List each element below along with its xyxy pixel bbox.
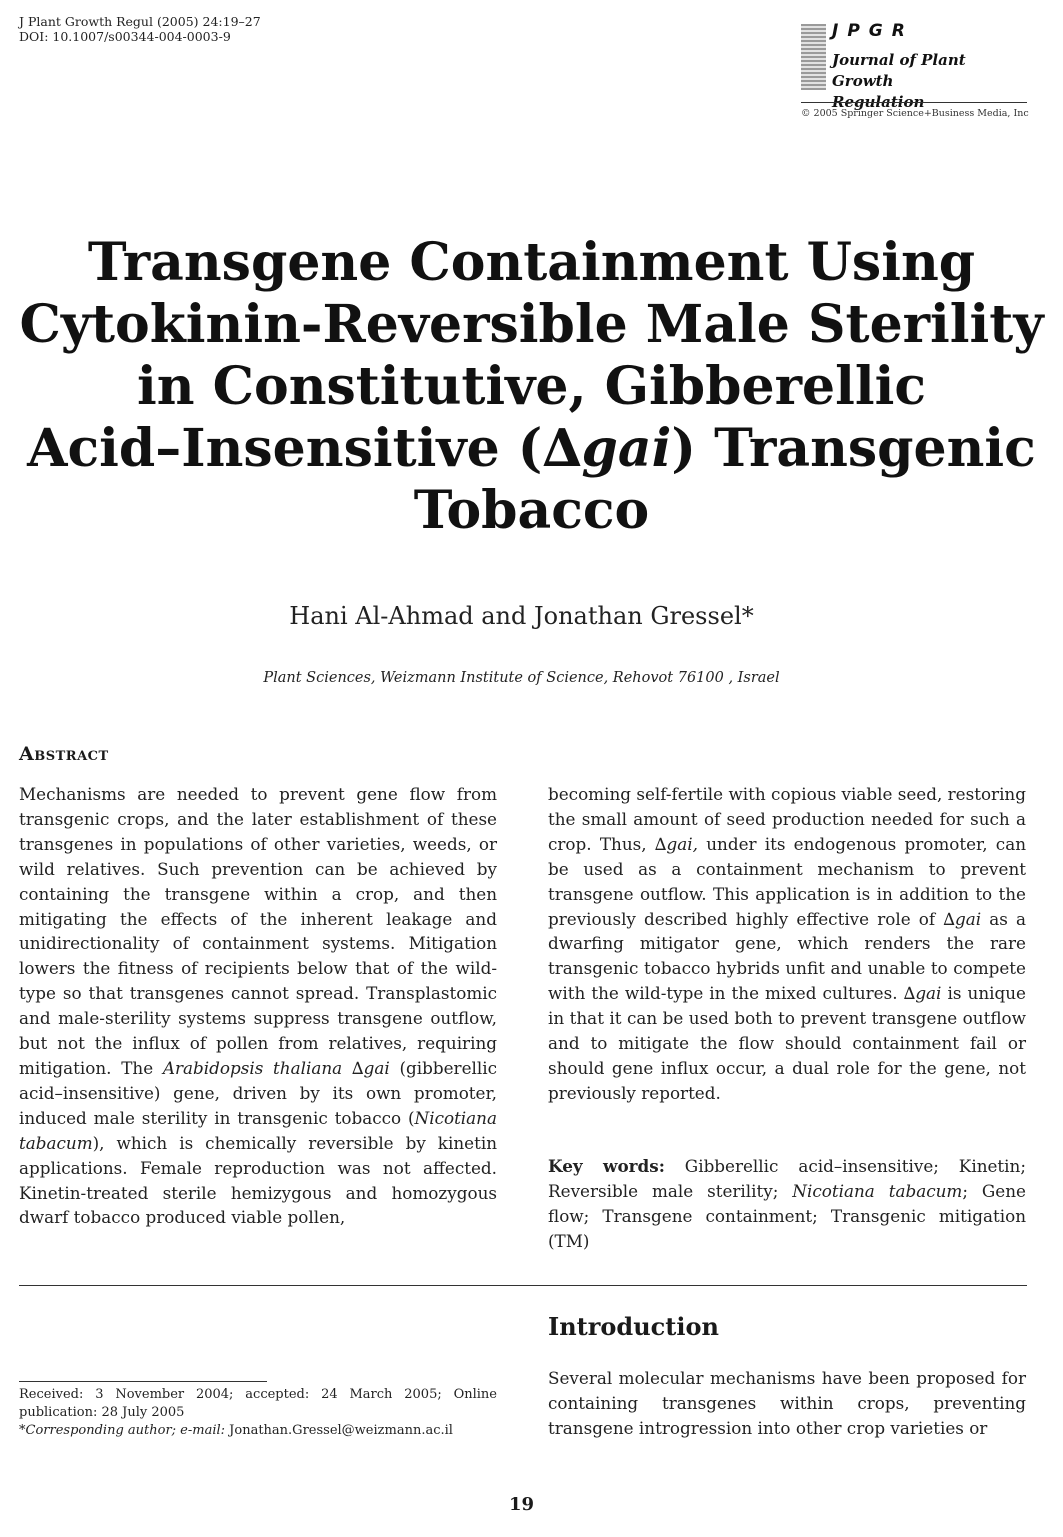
abstract-right-column: becoming self-fertile with copious viable seed, restoring the small amount of seed production needed for such a crop. Thus, ∆gai, under its endogenous promoter, can be used as a containment mechanism to prevent transgene outflow. This application is in addition to the previously described highly effective role of ∆gai as a dwarfing mitigator gene, which renders the rare transgenic tobacco hybrids unfit and unable to compete with the wild-type in the mixed cultures. ∆gai is unique in that it can be used both to prevent transgene outflow and to mitigate the flow should containment fail or should gene influx occur, a dual role for the gene, not previously reported. xyxy=(548,784,1027,1103)
masthead-divider xyxy=(801,102,1027,103)
footnote-divider xyxy=(19,1381,267,1382)
journal-logo-icon xyxy=(801,24,826,90)
introduction-body: Several molecular mechanisms have been proposed for containing transgenes within crops, preventing transgene introgression into other crop varieties or xyxy=(548,1368,1026,1438)
introduction-heading: Introduction xyxy=(548,1312,719,1341)
page-number: 19 xyxy=(508,1494,535,1515)
citation-line: J Plant Growth Regul (2005) 24:19–27 xyxy=(19,14,261,29)
doi-line: DOI: 10.1007/s00344-004-0003-9 xyxy=(19,29,231,44)
received-dates: Received: 3 November 2004; accepted: 24 March 2005; Online publication: 28 July 2005 xyxy=(19,1387,497,1420)
author-list: Hani Al-Ahmad and Jonathan Gressel* xyxy=(289,602,754,630)
section-divider xyxy=(19,1285,1027,1286)
abstract-heading: Abstract xyxy=(19,743,109,765)
journal-abbrev: JPGR xyxy=(832,21,914,41)
keywords: Key words: Gibberellic acid–insensitive; Kinetin; Reversible male sterility; Nicotiana tabacum; Gene flow; Transgene containment; Transgenic mitigation (TM) xyxy=(548,1156,1027,1251)
author-email[interactable]: Jonathan.Gressel@weizmann.ac.il xyxy=(229,1423,453,1438)
copyright-notice: © 2005 Springer Science+Business Media, Inc xyxy=(801,108,1029,119)
citation-block xyxy=(19,14,261,44)
journal-name: Journal of Plant Growth Regulation xyxy=(832,51,966,111)
footnote xyxy=(19,1386,497,1440)
paper-title: Transgene Containment Using Cytokinin-Reversible Male Sterility in Constitutive, Gibberellic Acid–Insensitive (∆gai) Transgenic Tobacco xyxy=(19,232,1044,541)
abstract-left-column: Mechanisms are needed to prevent gene flow from transgenic crops, and the later establishment of these transgenes in populations of other varieties, weeds, or wild relatives. Such prevention can be achieved by containing the transgene within a crop, and then mitigating the effects of the inherent leakage and unidirectionality of containment systems. Mitigation lowers the fitness of recipients below that of the wild-type so that transgenes cannot spread. Transplastomic and male-sterility systems suppress transgene outflow, but not the influx of pollen from relatives, requiring mitigation. The Arabidopsis thaliana ∆gai (gibberellic acid–insensitive) gene, driven by its own promoter, induced male sterility in transgenic tobacco (Nicotiana tabacum), which is chemically reversible by kinetin applications. Female reproduction was not affected. Kinetin-treated sterile hemizygous and homozygous dwarf tobacco produced viable pollen, xyxy=(19,784,497,1228)
corresponding-author: *Corresponding author; e-mail: Jonathan.Gressel@weizmann.ac.il xyxy=(19,1423,453,1438)
affiliation: Plant Sciences, Weizmann Institute of Science, Rehovot 76100 , Israel xyxy=(263,670,780,686)
